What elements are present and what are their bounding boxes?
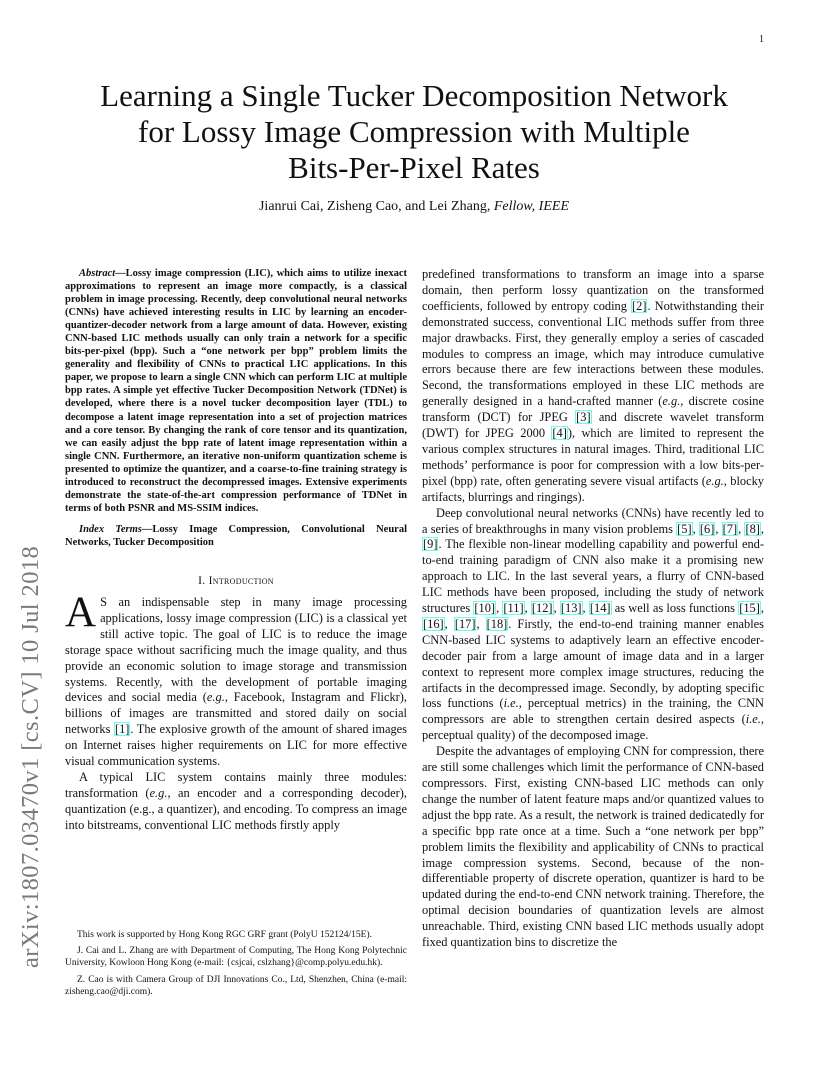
text-run: predefined transformations to transform an image into a sparse domain, then perform lossy quantization on the transformed coefficients, followed by entropy coding (422, 267, 764, 313)
drop-cap: A (65, 588, 97, 636)
text-run: , (760, 601, 764, 616)
citation-link[interactable]: [1] (114, 722, 130, 737)
text-run: , (524, 601, 531, 616)
text-run: e.g. (149, 785, 168, 800)
text-run: , blocky artifacts, blurrings and ringings). (422, 473, 764, 504)
text-run: , (476, 616, 486, 631)
intro-paragraph-1 (65, 588, 407, 770)
right-paragraph-1 (422, 267, 764, 506)
text-run: , (692, 521, 699, 536)
abstract (65, 267, 407, 515)
text-run: , an encoder and a corresponding decoder), quantization (e.g., a quantizer), and encoding. To compress an image into bitstreams, conventional LIC methods firstly apply (65, 785, 408, 832)
text-run: e.g. (662, 394, 681, 409)
right-column (422, 267, 764, 951)
index-terms-text: —Lossy Image Compression, Convolutional Neural Networks, Tucker Decomposition (65, 523, 407, 548)
citation-link[interactable]: [3] (576, 410, 591, 425)
citation-link[interactable]: [5] (677, 521, 692, 536)
text-run: S an indispensable step in many image processing applications, lossy image compression (LIC) is a classical yet still active topic. The goal of LIC is to reduce the image storage space without sacrificing much the image quality, and thus provide an economic solution to image storage and transmission systems. Recently, with the development of portable imaging devices and social media ( (65, 594, 407, 705)
text-run: . Notwithstanding their demonstrated success, conventional LIC methods suffer from three major drawbacks. First, they generally employ a series of cascaded modules to compress an image, which may introduce cumulative errors because there are few interactions between these modules. Second, the transformations employed in these LIC methods are generally designed in a hand-crafted manner ( (422, 298, 764, 409)
index-terms (65, 523, 407, 549)
right-paragraph-3: Despite the advantages of employing CNN for compression, there are still some challenges which limit the performance of CNN-based compressors. First, existing CNN-based LIC methods can only change the number of latent feature maps and/or quantized values to adjust the bpp rate. As a result, the network is trained dedicatedly for a specific bpp rate once at a time. Such a “one network per bpp” problem limits the flexibility and applicability of CNNs to practical image compression systems. Second, because of the non-differentiable property of discrete operation, quantizer is hard to be updated during the end-to-end CNN network training. Therefore, the optimal decision boundaries of quantization levels are almost unreachable. Third, existing CNN based LIC methods usually adopt fixed quantization bins to discretize the (422, 744, 764, 950)
footnote: This work is supported by Hong Kong RGC GRF grant (PolyU 152124/15E). (77, 930, 373, 940)
section-number: I. (198, 574, 206, 587)
arxiv-stamp: arXiv:1807.03470v1 [cs.CV] 10 Jul 2018 (17, 545, 44, 968)
text-run: . Firstly, the end-to-end training manner enables CNN-based LIC systems to adaptively learn an effective encoder-decoder pair from a large amount of image data and in a larger context to represent more complex image structures, reducing the artifacts in the decompressed image. Secondly, by adopting specific loss functions ( (422, 616, 764, 711)
citation-link[interactable]: [4] (552, 426, 567, 441)
citation-link[interactable]: [12] (531, 601, 553, 616)
citation-link[interactable]: [9] (423, 537, 438, 552)
section-title: Introduction (208, 574, 274, 587)
text-run: , (715, 521, 722, 536)
index-terms-label: Index Terms (79, 523, 142, 535)
text-run: and discrete wavelet transform (DWT) for JPEG 2000 (422, 410, 764, 441)
text-run: , perceptual quality) of the decomposed image. (422, 712, 764, 743)
text-run: , Facebook, Instagram and Flickr), billions of images are transmitted and stored daily on social networks (65, 690, 407, 737)
citation-link[interactable]: [10] (474, 601, 496, 616)
title-line: Learning a Single Tucker Decomposition Network (100, 78, 728, 113)
intro-paragraph-2 (65, 770, 407, 834)
citation-link[interactable]: [6] (699, 521, 715, 536)
text-run: , (553, 601, 560, 616)
citation-link[interactable]: [11] (503, 601, 524, 616)
text-run: i.e. (503, 696, 519, 711)
text-run: , (496, 601, 503, 616)
abstract-text: —Lossy image compression (LIC), which aims to utilize inexact approximations to represent an image more compactly, is a classical problem in image processing. Recently, deep convolutional neural networks (CNNs) have achieved interesting results in LIC by learning an encoder-quantizer-decoder network from a large amount of data. However, existing CNN-based LIC methods usually can only train a network for a specific bits-per-pixel (bpp). Such a “one network per bpp” problem limits the generality and flexibility of CNNs to practical LIC applications. In this paper, we propose to learn a single CNN which can perform LIC at multiple bpp rates. A simple yet effective Tucker Decomposition Network (TDNet) is developed, where there is a novel tucker decomposition layer (TDL) to decompose a latent image representation into a set of projection matrices and a core tensor. By changing the rank of core tensor and its quantization, we can easily adjust the bpp rate of latent image representation within a single CNN. Furthermore, an iterative non-uniform quantization scheme is presented to optimize the quantizer, and a coarse-to-fine training strategy is introduced to reconstruct the decompressed images. Extensive experiments demonstrate the state-of-the-art compression performance of TDNet in terms of both PSNR and MS-SSIM indices. (65, 268, 407, 514)
citation-link[interactable]: [7] (722, 521, 738, 536)
text-run: A typical LIC system contains mainly three modules: transformation ( (65, 769, 407, 800)
text-run: , perceptual metrics) in the training, the CNN compressors are able to strengthen certain desired aspects ( (422, 696, 765, 727)
citation-link[interactable]: [17] (454, 616, 476, 631)
citation-link[interactable]: [18] (486, 616, 508, 631)
section-heading (65, 575, 407, 587)
citation-link[interactable]: [16] (423, 616, 444, 631)
citation-link[interactable]: [14] (589, 601, 611, 616)
citation-link[interactable]: [2] (632, 298, 647, 313)
text-run: . The flexible non-linear modelling capability and powerful end-to-end training paradigm of CNN also make it a promising new approach to LIC. In the last several years, a flurry of CNN-based LIC methods have been proposed, including the study of network structures (422, 537, 764, 616)
footnote: Z. Cao is with Camera Group of DJI Innovations Co., Ltd, Shenzhen, China (e-mail: zisheng.cao@dji.com). (65, 974, 407, 997)
abstract-label: Abstract (79, 268, 116, 279)
text-run: , discrete cosine transform (DCT) for JPEG (422, 394, 764, 425)
text-run: . The explosive growth of the amount of shared images on Internet raises higher requirements on LIC for more effective visual communication systems. (65, 722, 407, 769)
text-run: , (444, 616, 454, 631)
text-run: e.g. (206, 690, 225, 705)
author-line (40, 199, 788, 215)
title-line: Bits-Per-Pixel Rates (288, 150, 540, 185)
text-run: as well as loss functions (611, 601, 739, 616)
footnote: J. Cai and L. Zhang are with Department of Computing, The Hong Kong Polytechnic University, Kowloon Hong Kong (e-mail: {csjcai, cslzhang}@comp.polyu.edu.hk). (65, 946, 407, 969)
text-run: Deep convolutional neural networks (CNNs) have recently led to a series of breakthroughs in many vision problems (422, 505, 764, 536)
text-run: i.e. (745, 712, 761, 727)
text-run: ), which are limited to represent the various complex structures in natural images. Third, traditional LIC methods’ performance is poor for compression with a low bits-per-pixel (bpp) rate, often generating severe visual artifacts ( (422, 426, 764, 488)
left-column (65, 267, 407, 834)
page-number: 1 (759, 34, 764, 45)
text-run: , (582, 601, 589, 616)
footnotes (65, 929, 407, 1002)
text-run: , (738, 521, 745, 536)
right-paragraph-2 (422, 506, 764, 745)
paper-title (40, 78, 788, 186)
author-names: Jianrui Cai, Zisheng Cao, and Lei Zhang, (258, 199, 491, 214)
text-run: , (760, 521, 764, 536)
citation-link[interactable]: [8] (745, 521, 760, 536)
citation-link[interactable]: [15] (739, 601, 760, 616)
author-degree: Fellow, IEEE (493, 199, 569, 214)
text-run: e.g. (705, 473, 724, 488)
title-line: for Lossy Image Compression with Multiple (138, 114, 690, 149)
citation-link[interactable]: [13] (560, 601, 582, 616)
